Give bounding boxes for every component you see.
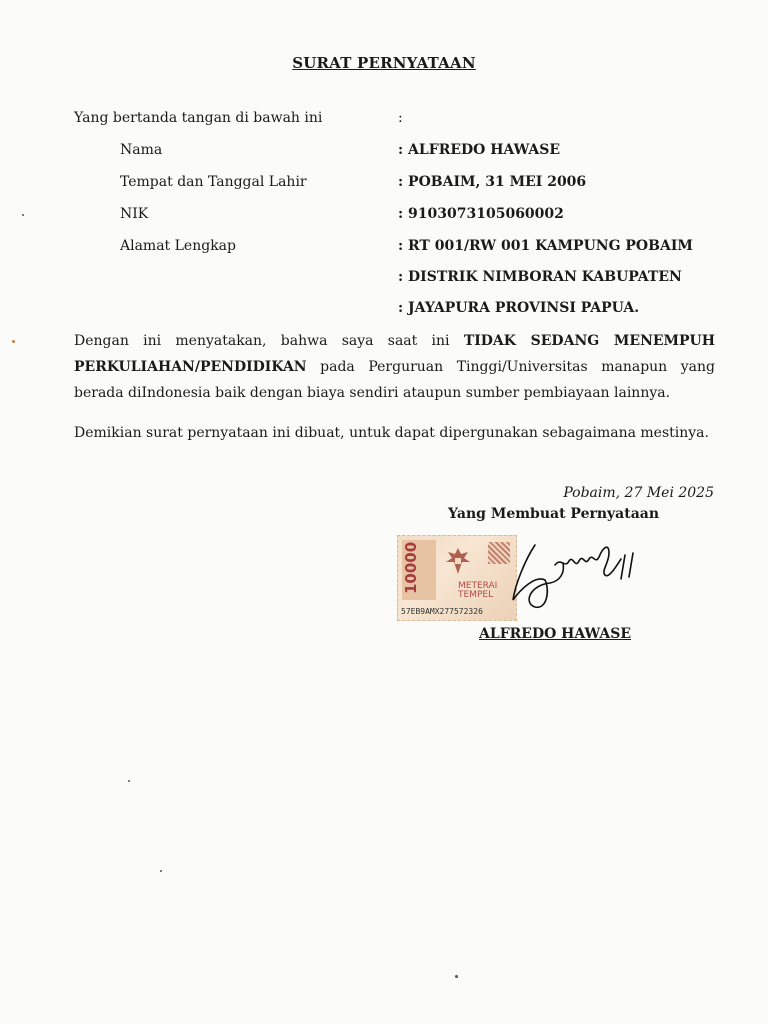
paper-speck: [128, 780, 130, 782]
garuda-emblem-icon: [444, 546, 472, 576]
statement-paragraph: [74, 328, 715, 406]
stamp-value: 10000: [402, 541, 420, 594]
paper-speck: [455, 975, 458, 978]
field-value: : 9103073105060002: [398, 206, 564, 222]
statement-text-2: pada Perguruan Tinggi/Universitas manapun yang berada diIndonesia baik dengan biaya sendiri ataupun sumber pembiayaan lainnya.: [74, 359, 715, 401]
handwritten-signature-icon: [505, 535, 655, 620]
field-row-nik: [0, 206, 768, 226]
stamp-label-line2: TEMPEL: [458, 590, 494, 600]
signer-role: Yang Membuat Pernyataan: [448, 506, 660, 522]
field-label: NIK: [120, 206, 149, 222]
stamp-label: [458, 582, 497, 600]
statement-text-1: Dengan ini menyatakan, bahwa saya saat ini: [74, 333, 464, 349]
place-date: Pobaim, 27 Mei 2025: [563, 485, 714, 501]
field-label: Tempat dan Tanggal Lahir: [120, 174, 307, 190]
paper-speck: [12, 340, 15, 343]
field-label: Nama: [120, 142, 163, 158]
field-value: : POBAIM, 31 MEI 2006: [398, 174, 587, 190]
paper-speck: [22, 214, 24, 216]
field-value: : JAYAPURA PROVINSI PAPUA.: [398, 300, 640, 316]
intro-colon: :: [398, 110, 403, 126]
signer-name: ALFREDO HAWASE: [479, 626, 632, 642]
field-row-alamat-3: [0, 300, 768, 320]
meterai-stamp: [397, 535, 517, 621]
closing-paragraph: Demikian surat pernyataan ini dibuat, untuk dapat dipergunakan sebagaimana mestinya.: [74, 425, 709, 441]
stamp-serial: 57EB9AMX277572326: [401, 607, 483, 616]
field-row-nama: [0, 142, 768, 162]
field-row-ttl: [0, 174, 768, 194]
field-label: Alamat Lengkap: [120, 238, 236, 254]
statement-bold: TIDAK SEDANG MENEMPUH PERKULIAHAN/PENDIDIKAN: [74, 333, 715, 375]
paper-speck: [160, 870, 162, 872]
stamp-label-line1: METERAI: [458, 581, 498, 591]
document-title: SURAT PERNYATAAN: [292, 54, 476, 72]
field-value: : DISTRIK NIMBORAN KABUPATEN: [398, 269, 682, 285]
field-row-alamat: [0, 238, 768, 258]
field-value: : ALFREDO HAWASE: [398, 142, 561, 158]
intro-label: Yang bertanda tangan di bawah ini: [74, 110, 323, 126]
field-row-alamat-2: [0, 269, 768, 289]
field-value: : RT 001/RW 001 KAMPUNG POBAIM: [398, 238, 693, 254]
